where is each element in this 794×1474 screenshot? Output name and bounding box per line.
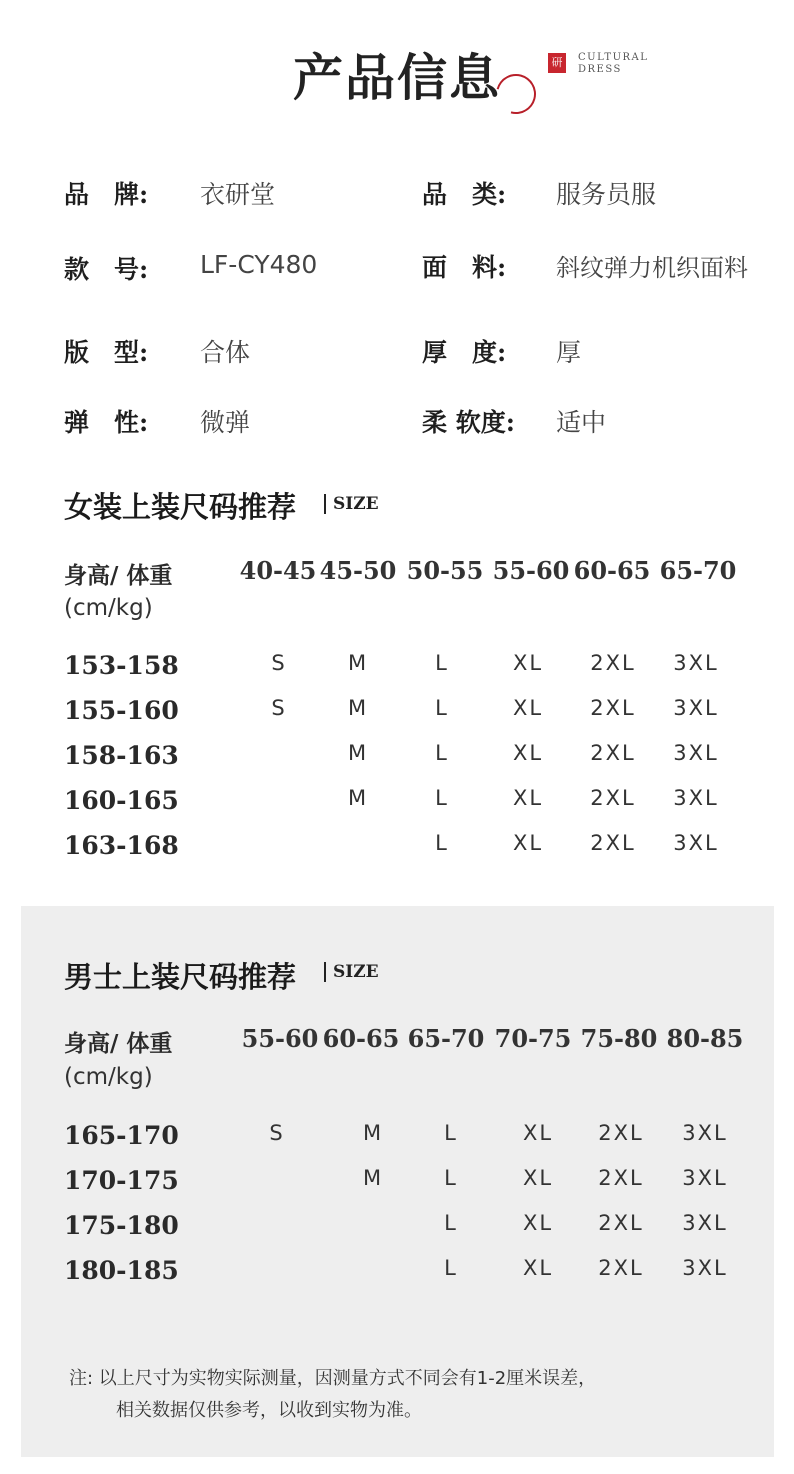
women-size-cell: 3XL	[673, 741, 719, 765]
men-row-height-4: 180-185	[64, 1256, 179, 1285]
men-size-cell: 3XL	[682, 1211, 728, 1235]
thickness-value: 厚	[556, 338, 582, 367]
men-title-divider	[324, 962, 326, 982]
brand-seal-icon: 研	[548, 53, 566, 73]
model-label: 款 号:	[64, 255, 149, 284]
category-value: 服务员服	[556, 180, 657, 209]
women-size-cell: 2XL	[590, 831, 636, 855]
women-weight-col-6: 65-70	[659, 556, 737, 585]
men-header-height-weight: 身高/ 体重	[64, 1030, 173, 1057]
men-row-height-3: 175-180	[64, 1211, 179, 1240]
women-size-cell: 3XL	[673, 831, 719, 855]
brand-value: 衣研堂	[200, 180, 276, 209]
men-weight-col-2: 60-65	[322, 1024, 400, 1053]
men-size-cell: L	[444, 1121, 458, 1145]
women-size-cell: XL	[512, 786, 544, 810]
women-size-cell: M	[347, 696, 369, 720]
women-header-height-weight: 身高/ 体重	[64, 562, 173, 589]
women-size-cell: XL	[512, 651, 544, 675]
note-line-2: 相关数据仅供参考，以收到实物为准。	[116, 1400, 422, 1421]
women-size-cell: M	[347, 786, 369, 810]
women-weight-col-3: 50-55	[406, 556, 484, 585]
thickness-label: 厚 度:	[422, 338, 507, 367]
men-size-cell: 3XL	[682, 1166, 728, 1190]
women-size-cell: 2XL	[590, 696, 636, 720]
brand-label: 品 牌:	[64, 180, 149, 209]
brand-english-name	[578, 52, 648, 76]
men-size-cell: XL	[522, 1121, 554, 1145]
men-weight-col-3: 65-70	[407, 1024, 485, 1053]
women-row-height-4: 160-165	[64, 786, 179, 815]
elasticity-label: 弹 性:	[64, 408, 149, 437]
fabric-value: 斜纹弹力机织面料	[556, 254, 748, 282]
women-size-cell: XL	[512, 696, 544, 720]
fit-value: 合体	[200, 338, 251, 367]
women-row-height-3: 158-163	[64, 741, 179, 770]
women-size-cell: L	[435, 786, 449, 810]
women-size-cell: 3XL	[673, 786, 719, 810]
men-weight-col-1: 55-60	[241, 1024, 319, 1053]
men-size-cell: M	[362, 1121, 384, 1145]
women-weight-col-5: 60-65	[573, 556, 651, 585]
women-size-title: 女装上装尺码推荐	[64, 490, 297, 524]
women-row-height-5: 163-168	[64, 831, 179, 860]
men-size-cell: 2XL	[598, 1211, 644, 1235]
men-size-cell: 3XL	[682, 1121, 728, 1145]
women-size-cell: 3XL	[673, 651, 719, 675]
softness-value: 适中	[556, 408, 607, 437]
men-size-cell: L	[444, 1166, 458, 1190]
women-size-cell: S	[271, 696, 287, 720]
men-header-unit: (cm/kg)	[64, 1064, 153, 1090]
men-size-cell: L	[444, 1211, 458, 1235]
men-size-cell: XL	[522, 1166, 554, 1190]
brand-en-line2: DRESS	[578, 64, 622, 75]
women-size-cell: M	[347, 651, 369, 675]
women-size-cell: 3XL	[673, 696, 719, 720]
men-size-title: 男士上装尺码推荐	[64, 960, 297, 994]
note-line-1: 注: 以上尺寸为实物实际测量，因测量方式不同会有1-2厘米误差，	[69, 1368, 597, 1389]
model-value: LF-CY480	[200, 250, 318, 279]
men-weight-col-5: 75-80	[580, 1024, 658, 1053]
softness-label: 柔 软度:	[422, 408, 515, 437]
women-weight-col-4: 55-60	[492, 556, 570, 585]
women-size-cell: L	[435, 696, 449, 720]
women-size-cell: 2XL	[590, 786, 636, 810]
women-size-cell: L	[435, 831, 449, 855]
category-label: 品 类:	[422, 180, 507, 209]
men-row-height-1: 165-170	[64, 1121, 179, 1150]
men-size-cell: 2XL	[598, 1121, 644, 1145]
men-size-cell: M	[362, 1166, 384, 1190]
brand-en-line1: CULTURAL	[578, 52, 649, 63]
men-size-cell: XL	[522, 1211, 554, 1235]
women-size-tag: SIZE	[333, 494, 379, 514]
women-size-cell: L	[435, 651, 449, 675]
women-size-cell: M	[347, 741, 369, 765]
men-row-height-2: 170-175	[64, 1166, 179, 1195]
men-size-cell: 2XL	[598, 1166, 644, 1190]
men-weight-col-4: 70-75	[494, 1024, 572, 1053]
men-size-cell: L	[444, 1256, 458, 1280]
page-title: 产品信息	[293, 48, 501, 107]
men-size-cell: 2XL	[598, 1256, 644, 1280]
men-size-cell: 3XL	[682, 1256, 728, 1280]
women-size-cell: 2XL	[590, 651, 636, 675]
women-weight-col-2: 45-50	[319, 556, 397, 585]
women-size-cell: XL	[512, 831, 544, 855]
fit-label: 版 型:	[64, 338, 149, 367]
women-weight-col-1: 40-45	[239, 556, 317, 585]
women-size-cell: S	[271, 651, 287, 675]
women-size-cell: L	[435, 741, 449, 765]
fabric-label: 面 料:	[422, 253, 507, 282]
women-row-height-1: 153-158	[64, 651, 179, 680]
men-weight-col-6: 80-85	[666, 1024, 744, 1053]
women-title-divider	[324, 494, 326, 514]
women-row-height-2: 155-160	[64, 696, 179, 725]
men-size-cell: S	[269, 1121, 285, 1145]
elasticity-value: 微弹	[200, 408, 251, 437]
women-size-cell: XL	[512, 741, 544, 765]
men-size-tag: SIZE	[333, 962, 379, 982]
men-size-cell: XL	[522, 1256, 554, 1280]
women-header-unit: (cm/kg)	[64, 595, 153, 621]
women-size-cell: 2XL	[590, 741, 636, 765]
